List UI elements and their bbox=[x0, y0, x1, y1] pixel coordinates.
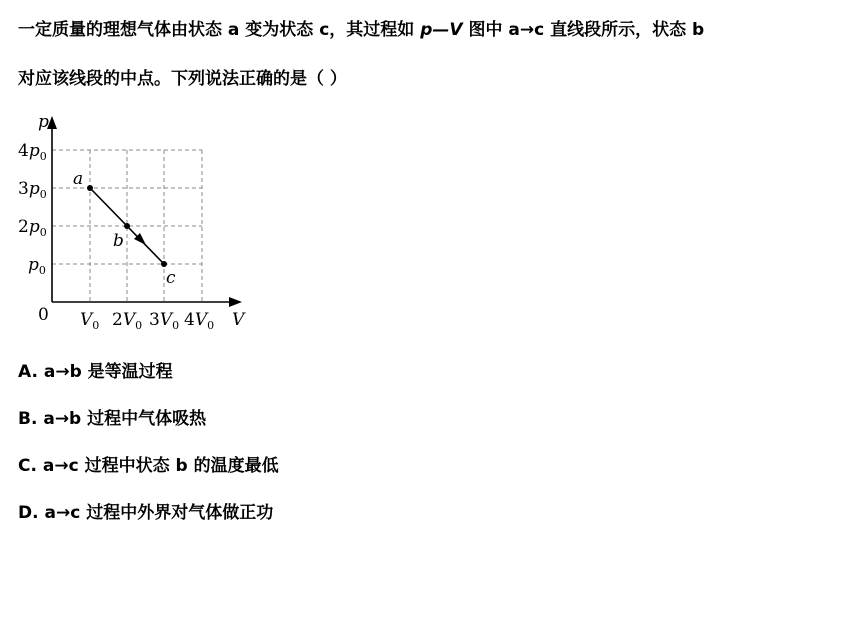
point-a-label: a bbox=[73, 169, 84, 189]
p-tick-p0: $p_0$ bbox=[28, 255, 46, 277]
option-c[interactable] bbox=[18, 454, 279, 478]
point-c bbox=[161, 261, 167, 267]
point-b-label: b bbox=[113, 231, 124, 251]
V-axis-label: V bbox=[232, 310, 245, 330]
option-c-text: a→c 过程中状态 b 的温度最低 bbox=[42, 456, 279, 476]
point-a bbox=[87, 185, 93, 191]
option-b-text: a→b 过程中气体吸热 bbox=[43, 409, 207, 429]
V-tick-V0: $V_0$ bbox=[80, 310, 100, 332]
pv-diagram-svg bbox=[14, 112, 254, 342]
p-tick-2p0: $2p_0$ bbox=[18, 217, 47, 239]
p-tick-4p0: $4p_0$ bbox=[18, 141, 47, 163]
option-d-text: a→c 过程中外界对气体做正功 bbox=[44, 503, 274, 523]
option-a-letter: A. bbox=[18, 362, 38, 382]
option-b-letter: B. bbox=[18, 409, 38, 429]
option-a-text: a→b 是等温过程 bbox=[43, 362, 173, 382]
option-d[interactable] bbox=[18, 501, 273, 525]
point-c-label: c bbox=[166, 268, 176, 288]
pv-diagram bbox=[14, 112, 254, 342]
option-c-letter: C. bbox=[18, 456, 37, 476]
V-tick-3V0: $3V_0$ bbox=[149, 310, 180, 332]
question-text-1b: 图中 a→c 直线段所示，状态 b bbox=[462, 20, 705, 40]
question-line-2: 对应该线段的中点。下列说法正确的是（ ） bbox=[18, 69, 347, 89]
axes bbox=[52, 122, 236, 302]
V-tick-4V0: $4V_0$ bbox=[184, 310, 215, 332]
question-pv-symbol: p—V bbox=[420, 20, 463, 40]
option-d-letter: D. bbox=[18, 503, 39, 523]
origin-label: 0 bbox=[38, 305, 49, 325]
point-b bbox=[124, 223, 130, 229]
V-tick-2V0: $2V_0$ bbox=[112, 310, 143, 332]
V-axis-arrow bbox=[229, 297, 242, 307]
option-a[interactable] bbox=[18, 360, 173, 384]
question-line-1 bbox=[18, 18, 704, 42]
p-axis-label: p bbox=[38, 112, 49, 132]
question-text-1a: 一定质量的理想气体由状态 a 变为状态 c，其过程如 bbox=[18, 20, 421, 40]
option-b[interactable] bbox=[18, 407, 206, 431]
p-tick-3p0: $3p_0$ bbox=[18, 179, 47, 201]
